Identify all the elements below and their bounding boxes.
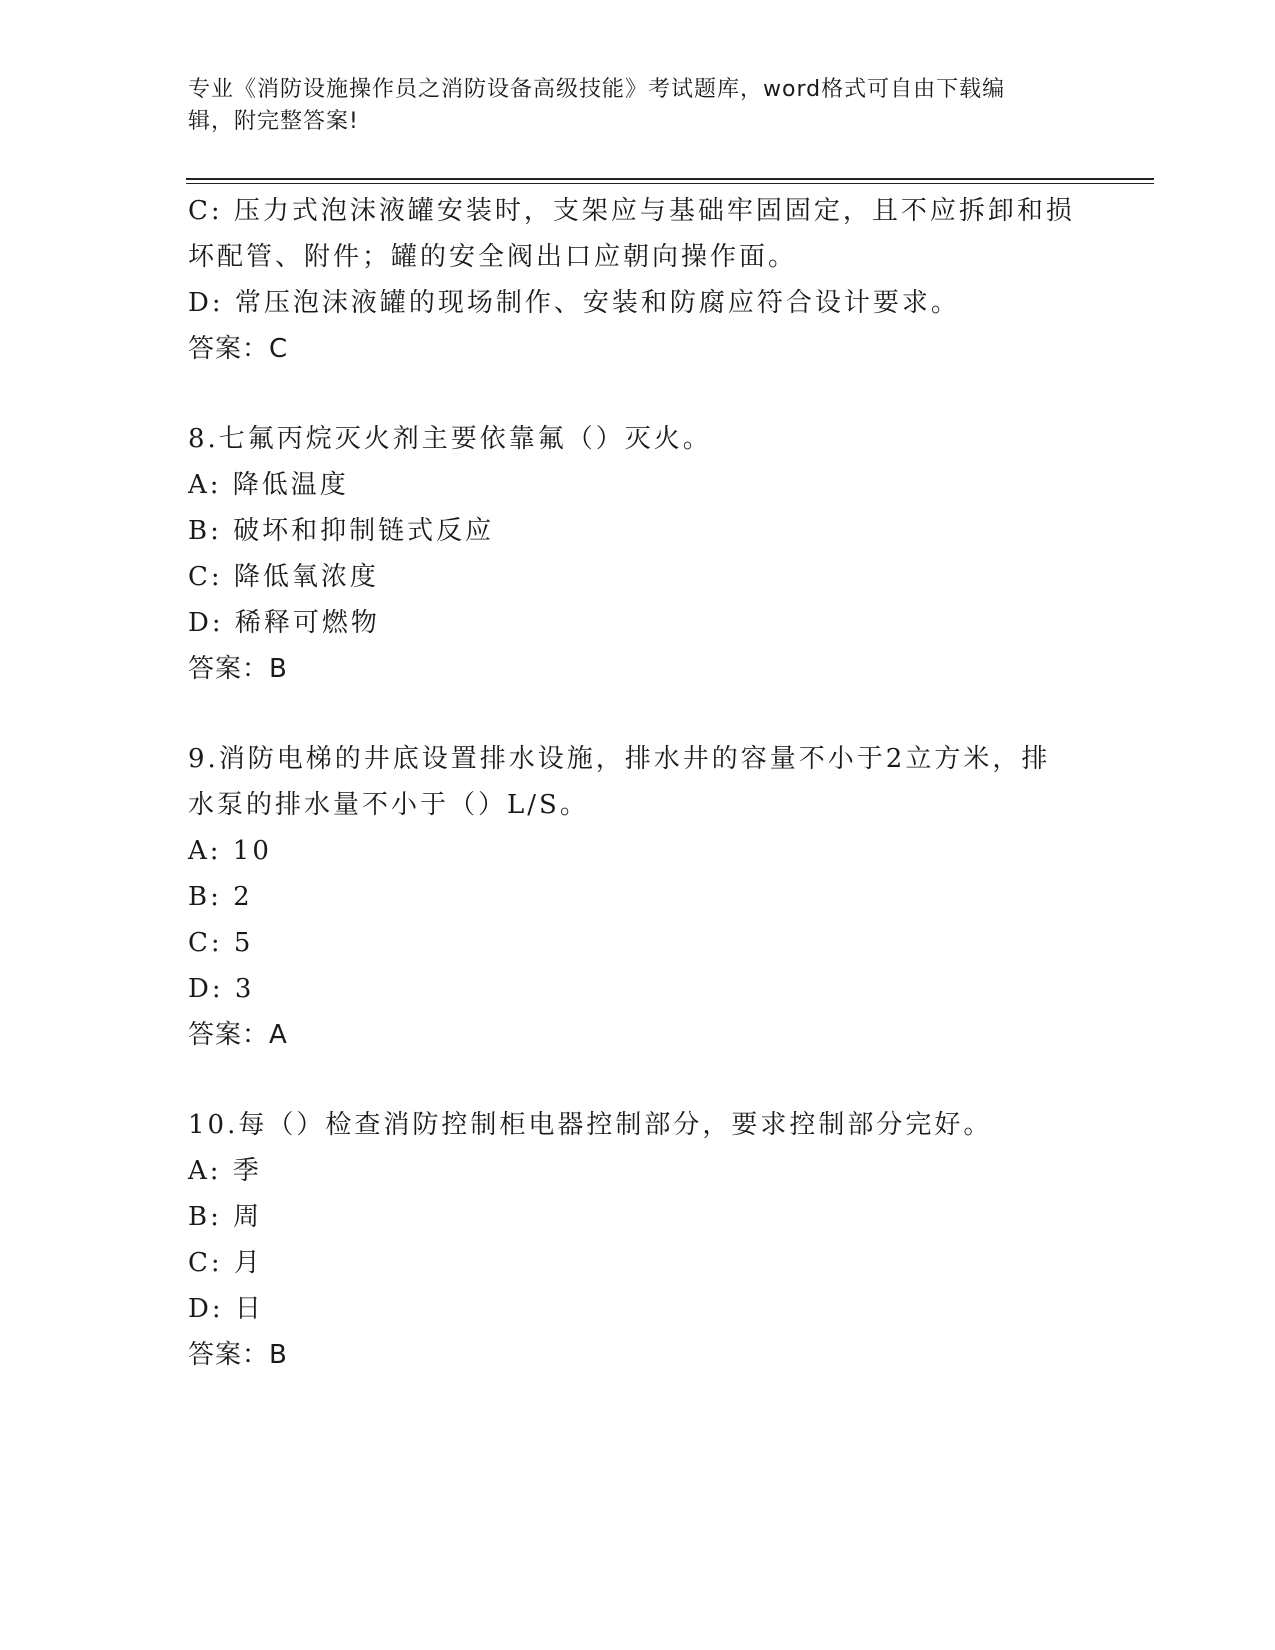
option-d: D: 3 [188,974,255,1004]
option-c-continued: 坏配管、附件；罐的安全阀出口应朝向操作面。 [188,242,798,272]
option-c: C: 压力式泡沫液罐安装时，支架应与基础牢固固定，且不应拆卸和损 [188,196,1075,226]
question-stem-continued: 水泵的排水量不小于（）L/S。 [188,790,589,820]
option-d: D: 日 [188,1294,264,1324]
option-b: B: 破坏和抑制链式反应 [188,516,495,546]
question-stem: 8.七氟丙烷灭火剂主要依靠氟（）灭火。 [188,424,712,454]
option-a: A: 季 [188,1156,262,1186]
option-b: B: 2 [188,882,253,912]
option-c: C: 5 [188,928,254,958]
option-b: B: 周 [188,1202,263,1232]
question-stem: 9.消防电梯的井底设置排水设施，排水井的容量不小于2立方米，排 [188,744,1051,774]
option-c: C: 降低氧浓度 [188,562,379,592]
header-divider-thin [186,183,1154,184]
question-9 [188,736,1088,1058]
option-d: D: 常压泡沫液罐的现场制作、安装和防腐应符合设计要求。 [188,288,960,318]
question-7-continued [188,188,1088,372]
document-header [188,74,1088,138]
option-a: A: 10 [188,836,272,866]
question-content [188,188,1088,1378]
option-c: C: 月 [188,1248,263,1278]
answer-label: 答案：B [188,654,288,684]
answer-label: 答案：A [188,1020,288,1050]
question-10 [188,1102,1088,1378]
answer-label: 答案：C [188,334,289,364]
answer-label: 答案：B [188,1340,288,1370]
question-stem: 10.每（）检查消防控制柜电器控制部分，要求控制部分完好。 [188,1110,993,1140]
option-a: A: 降低温度 [188,470,349,500]
question-8 [188,416,1088,692]
header-line-2: 辑，附完整答案! [188,109,359,134]
header-line-1: 专业《消防设施操作员之消防设备高级技能》考试题库，word格式可自由下载编 [188,77,1006,102]
header-divider-thick [186,178,1154,180]
option-d: D: 稀释可燃物 [188,608,380,638]
